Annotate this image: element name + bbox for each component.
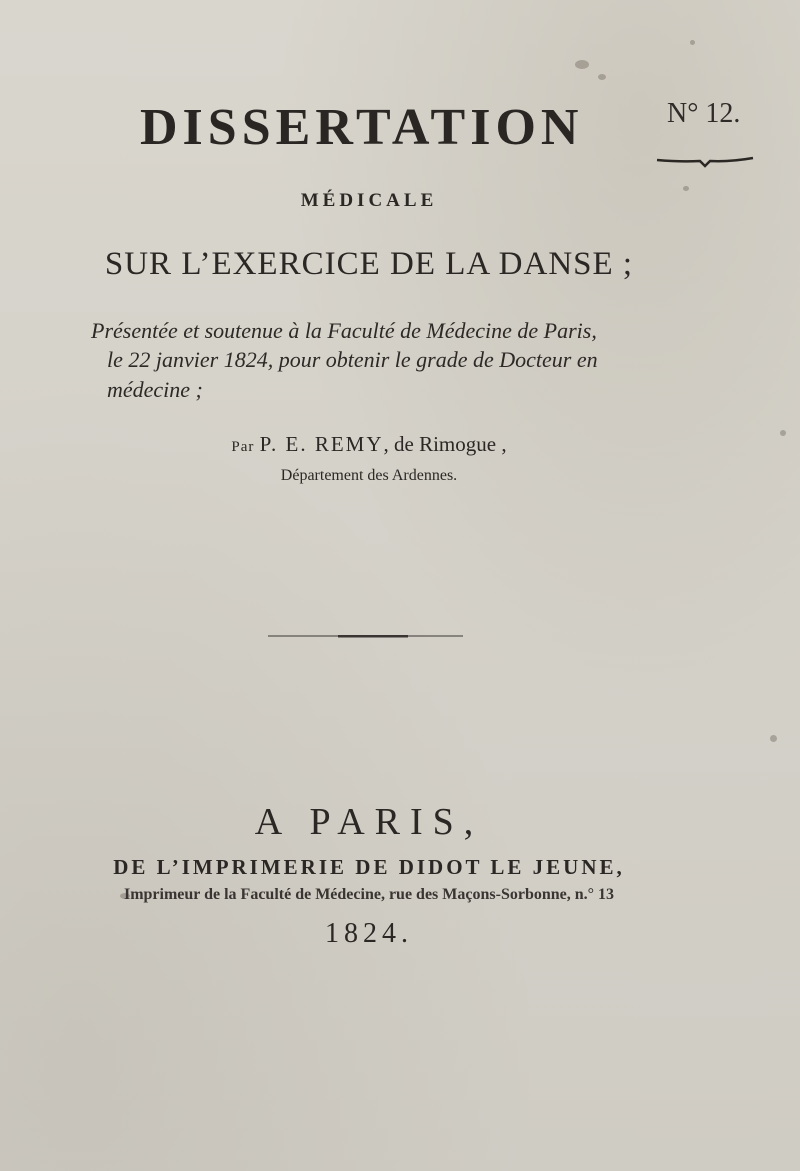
description-line-3: médecine ; [107, 377, 203, 402]
imprint-city: A PARIS, [254, 801, 484, 843]
section-divider [268, 630, 463, 642]
author-department: Département des Ardennes. [280, 467, 458, 484]
paper-speck [690, 40, 695, 45]
imprint-printer: DE L’IMPRIMERIE DE DIDOT LE JEUNE, [113, 855, 625, 879]
author-prefix: Par [231, 439, 255, 455]
author-line [0, 432, 738, 457]
description-line-2: le 22 janvier 1824, pour obtenir le grade de Docteur en [107, 347, 598, 372]
author-origin: , de Rimogue , [383, 432, 507, 456]
paper-speck [780, 430, 786, 436]
imprint-address: Imprimeur de la Faculté de Médecine, rue des Maçons-Sorbonne, n.° 13 [123, 886, 615, 903]
number-flourish [655, 150, 755, 170]
document-title: DISSERTATION [140, 99, 584, 156]
document-number: N° 12. [667, 98, 741, 129]
author-name: P. E. REMY [259, 432, 384, 456]
document-subtitle: MÉDICALE [300, 190, 438, 211]
paper-speck [770, 735, 777, 742]
paper-speck [598, 74, 606, 80]
imprint-year: 1824. [325, 918, 413, 949]
description-line-1: Présentée et soutenue à la Faculté de Médecine de Paris, [91, 318, 597, 343]
document-topic: SUR L’EXERCICE DE LA DANSE ; [104, 246, 634, 282]
paper-speck [575, 60, 589, 69]
